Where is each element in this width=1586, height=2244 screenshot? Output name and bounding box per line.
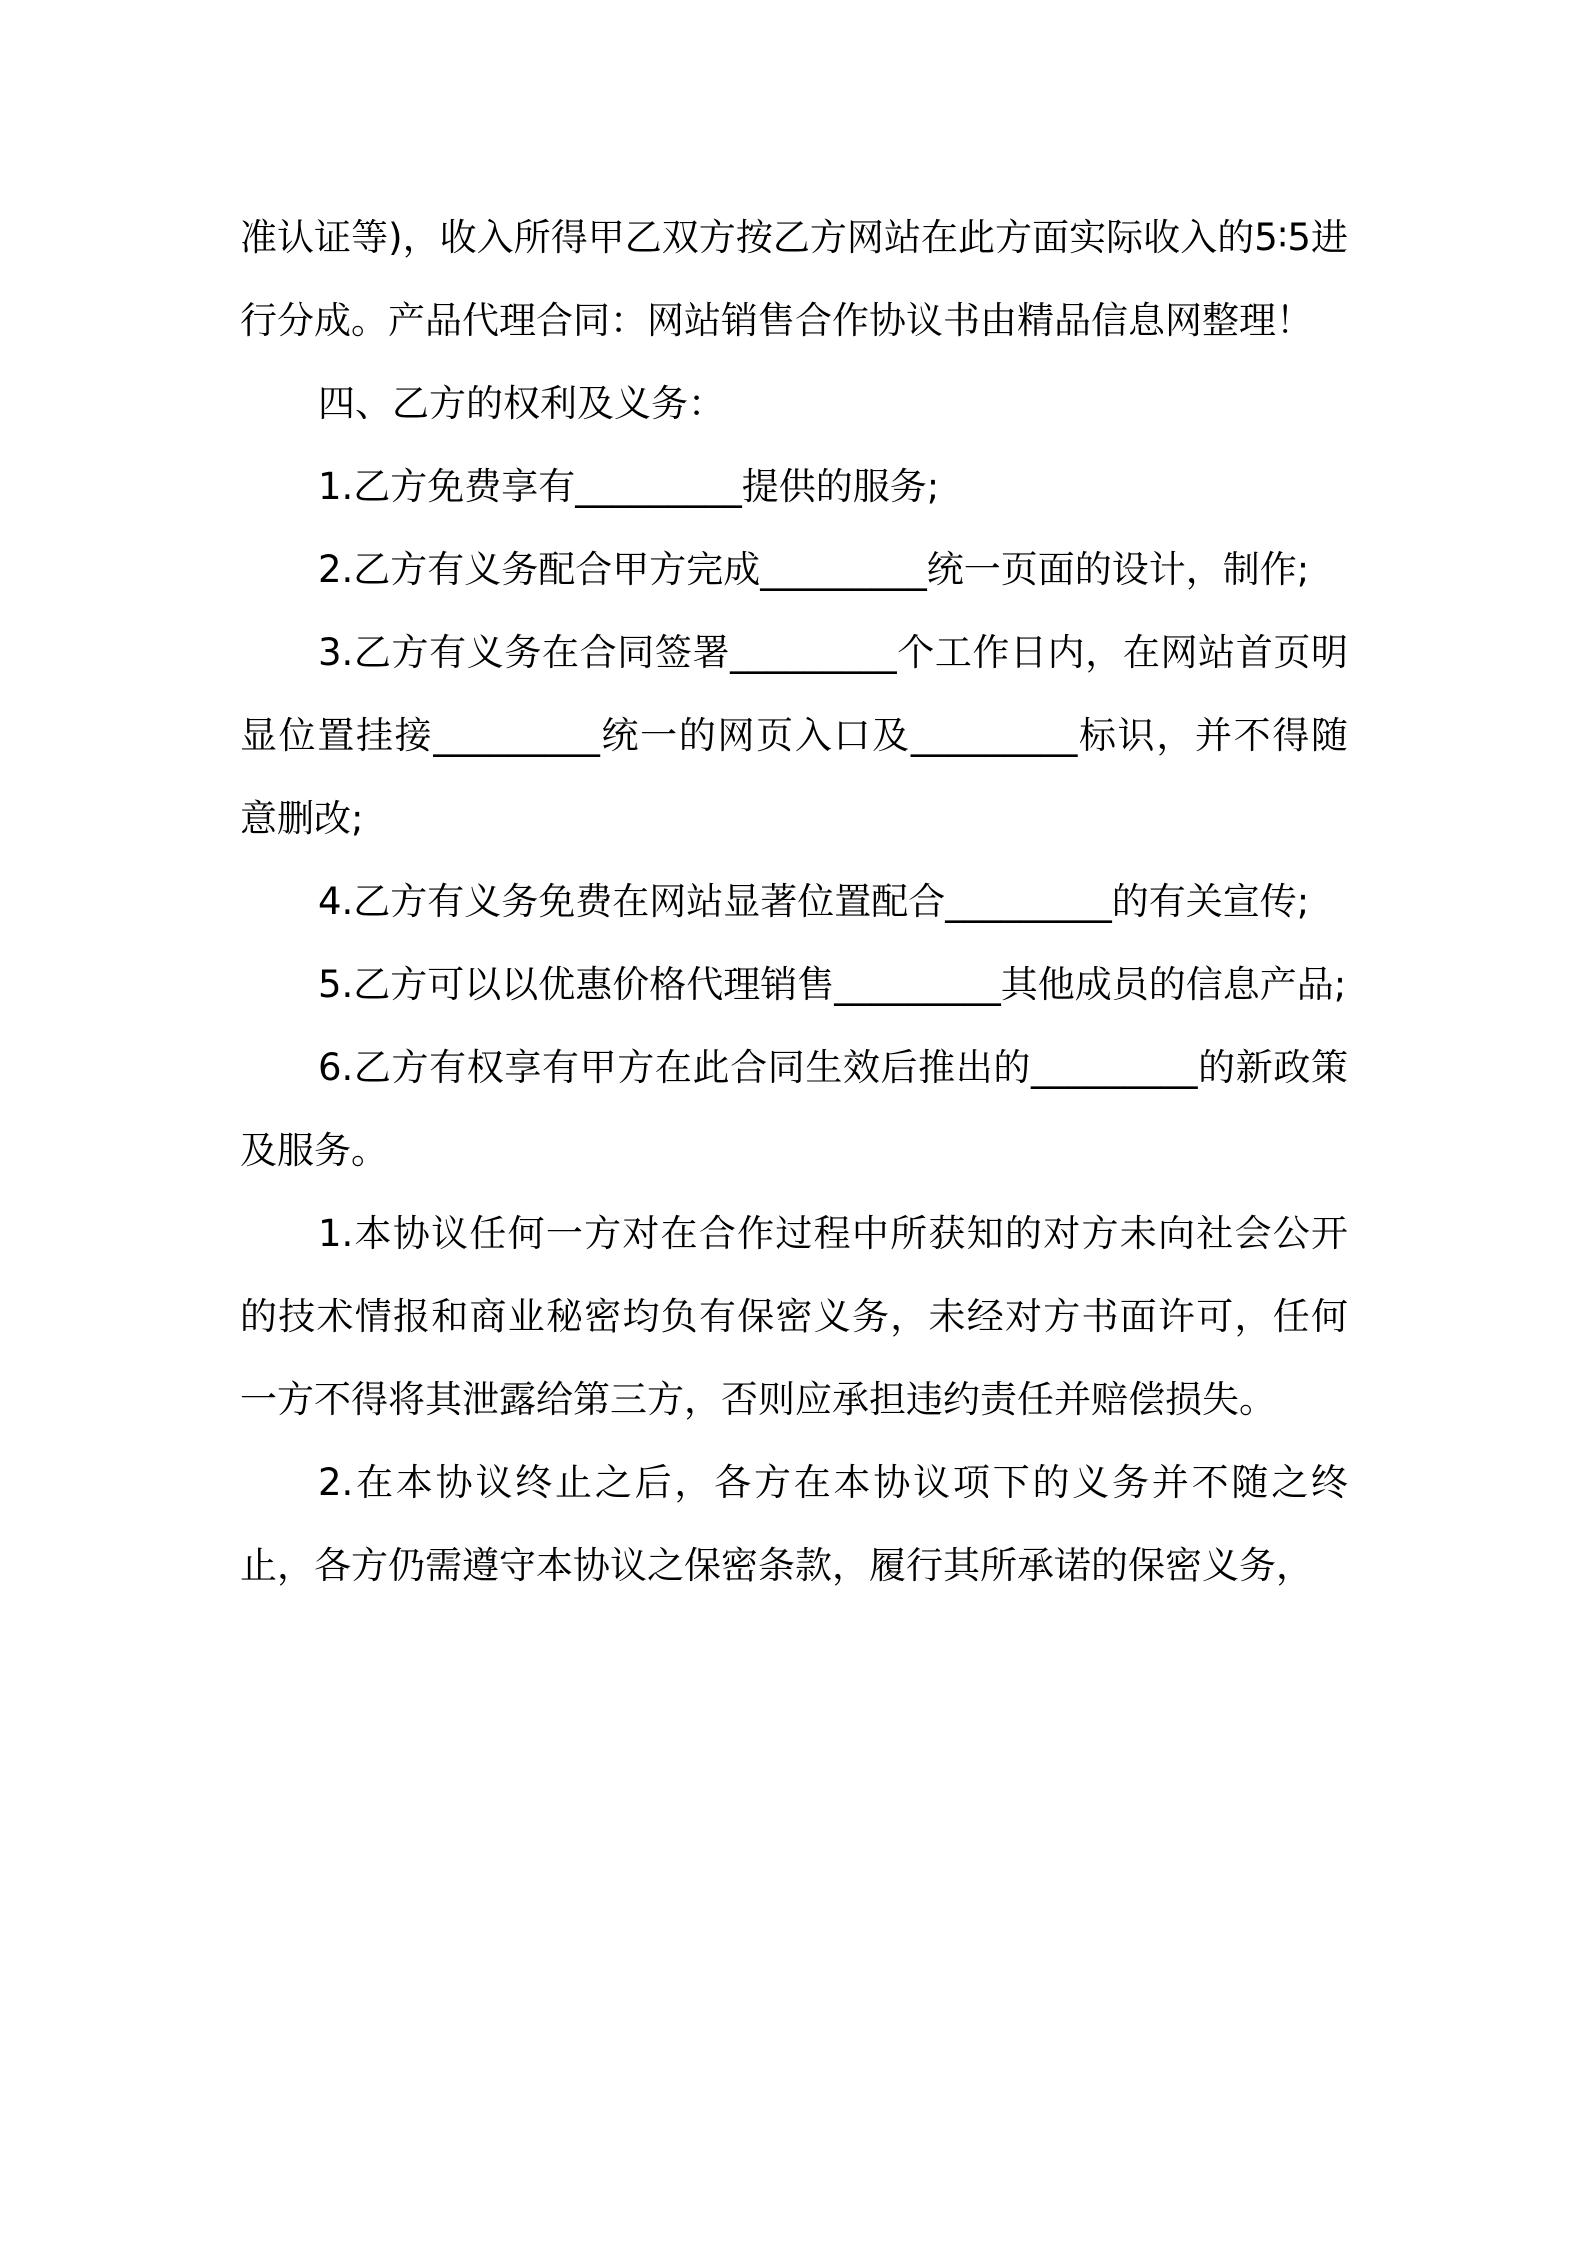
- clause-free-services: 1.乙方免费享有_________提供的服务;: [318, 465, 940, 508]
- clause-new-policies: 6.乙方有权享有甲方在此合同生效后推出的_________的新政策及服务。: [240, 1046, 1348, 1172]
- section-heading-party-b-rights: 四、乙方的权利及义务：: [318, 382, 725, 425]
- clause-confidentiality: 1.本协议任何一方对在合作过程中所获知的对方未向社会公开的技术情报和商业秘密均负有保密义务，未经对方书面许可，任何一方不得将其泄露给第三方，否则应承担违约责任并赔偿损失。: [240, 1212, 1348, 1421]
- clause-agency-sales: 5.乙方可以以优惠价格代理销售_________其他成员的信息产品;: [318, 963, 1347, 1006]
- clause-page-design: 2.乙方有义务配合甲方完成_________统一页面的设计，制作;: [318, 548, 1310, 591]
- document-body: [240, 196, 1348, 1607]
- clause-promotion: 4.乙方有义务免费在网站显著位置配合_________的有关宣传;: [318, 880, 1310, 923]
- clause-post-termination: 2.在本协议终止之后，各方在本协议项下的义务并不随之终止，各方仍需遵守本协议之保密条款，履行其所承诺的保密义务，: [240, 1461, 1348, 1587]
- clause-homepage-link: 3.乙方有义务在合同签署_________个工作日内，在网站首页明显位置挂接_________统一的网页入口及_________标识，并不得随意删改;: [240, 631, 1348, 840]
- paragraph-revenue-split: 准认证等)，收入所得甲乙双方按乙方网站在此方面实际收入的5∶5进行分成。产品代理合同：网站销售合作协议书由精品信息网整理！: [240, 216, 1348, 342]
